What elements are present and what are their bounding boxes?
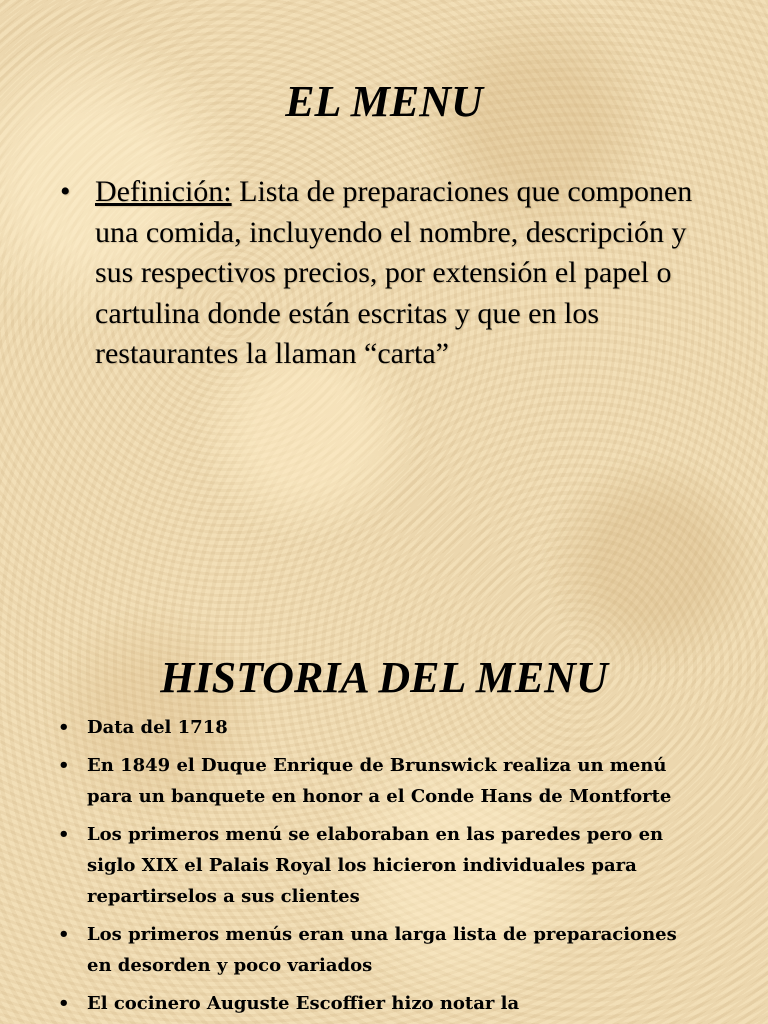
slide-title: EL MENU <box>285 77 483 126</box>
bullet-marker: • <box>60 175 71 208</box>
bullet-marker: • <box>58 717 70 738</box>
list-item <box>58 988 698 1019</box>
list-item-text: Los primeros menús eran una larga lista de preparaciones en desorden y poco variados <box>87 924 677 976</box>
slide-title: HISTORIA DEL MENU <box>160 653 608 702</box>
list-item <box>58 919 698 981</box>
history-list <box>58 712 698 1024</box>
definition-text-block <box>95 172 710 375</box>
list-item-text: El cocinero Auguste Escoffier hizo notar la <box>87 993 520 1014</box>
list-item <box>58 819 698 912</box>
bullet-marker: • <box>58 824 70 845</box>
slide-historia-del-menu <box>0 512 768 1024</box>
list-item <box>58 750 698 812</box>
bullet-marker: • <box>58 755 70 776</box>
list-item-text: Los primeros menú se elaboraban en las paredes pero en siglo XIX el Palais Royal los hicieron individuales para repartirselos a sus clientes <box>87 824 664 907</box>
list-item-text: Data del 1718 <box>87 717 228 738</box>
definition-label: Definición: <box>95 175 232 208</box>
bullet-marker: • <box>58 924 70 945</box>
list-item-text: En 1849 el Duque Enrique de Brunswick realiza un menú para un banquete en honor a el Conde Hans de Montforte <box>87 755 672 807</box>
definition-text: Lista de preparaciones que componen una comida, incluyendo el nombre, descripción y sus respectivos precios, por extensión el papel o cartulina donde están escritas y que en los restaurantes la llaman “carta” <box>95 175 693 370</box>
bullet-marker: • <box>58 993 70 1014</box>
definition-bullet <box>60 172 710 375</box>
list-item <box>58 712 698 743</box>
